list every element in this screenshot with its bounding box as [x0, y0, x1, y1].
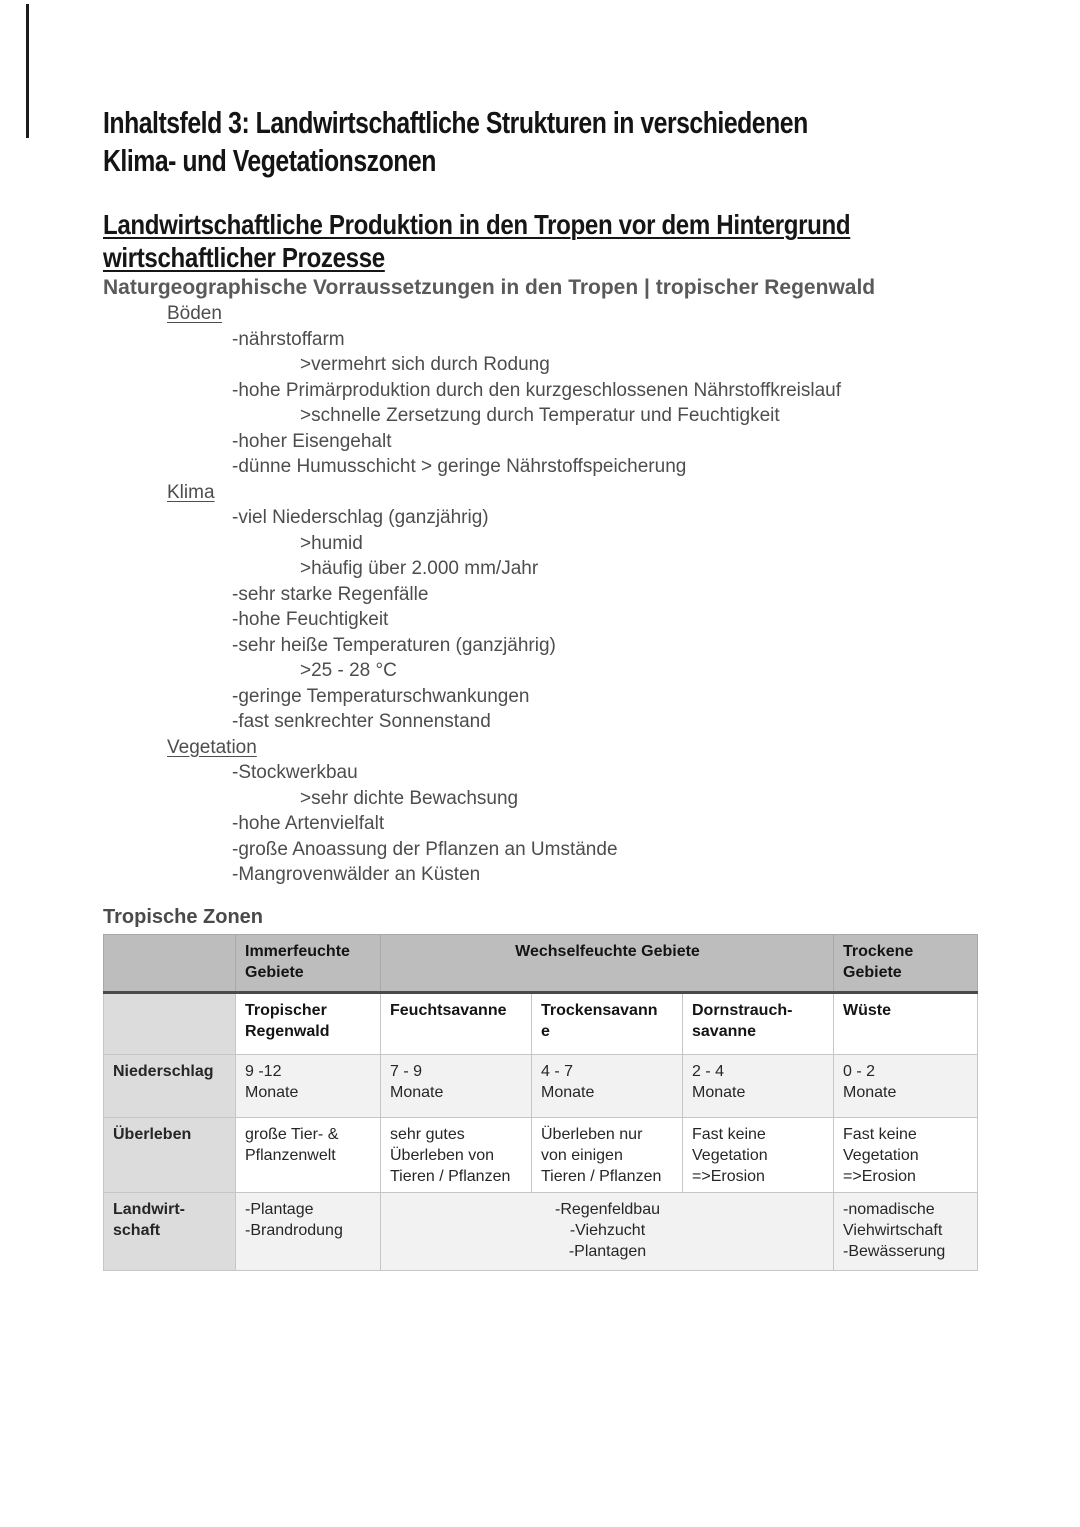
section-heading [103, 208, 856, 274]
section-subheading: Naturgeographische Vorraussetzungen in den Tropen | tropischer Regenwald [103, 276, 876, 299]
table-cell [834, 1054, 978, 1117]
outline-item: -viel Niederschlag (ganzjährig) [232, 507, 489, 528]
cell-line: 4 - 7 [541, 1062, 574, 1080]
cell-line: Überleben [113, 1125, 192, 1143]
table-header-cell [104, 934, 236, 992]
outline-item: -sehr heiße Temperaturen (ganzjährig) [232, 634, 556, 656]
cell-line: -nomadische [843, 1200, 935, 1218]
cell-line: -Bewässerung [843, 1242, 946, 1260]
cell-line: -Brandrodung [245, 1221, 343, 1239]
outline [103, 301, 979, 888]
outline-item: >25 - 28 °C [300, 660, 397, 681]
cell-line: Regenwald [245, 1022, 330, 1040]
outline-group-label-text: Klima [167, 481, 215, 503]
section-heading-line-2: wirtschaftlicher Prozesse [103, 242, 385, 273]
outline-item: -nährstoffarm [232, 328, 345, 350]
document-title-line-2: Klima- und Vegetationszonen [103, 143, 436, 178]
cell-line: Tropischer [245, 1001, 327, 1019]
cell-line: Monate [692, 1083, 746, 1101]
table-cell [834, 1117, 978, 1192]
cell-line: Pflanzenwelt [245, 1146, 336, 1164]
document-title-line-1: Inhaltsfeld 3: Landwirtschaftliche Strukturen in verschiedenen [103, 105, 808, 140]
table-cell [236, 1054, 381, 1117]
table-cell [236, 1192, 381, 1270]
cell-line: Landwirt- [113, 1200, 185, 1218]
outline-item: -hohe Feuchtigkeit [232, 609, 389, 630]
cell-line: Fast keine [692, 1125, 766, 1143]
cell-line: Trockensavann [541, 1001, 658, 1019]
outline-item: -hohe Primärproduktion durch den kurzgeschlossenen Nährstoffkreislauf [232, 379, 842, 401]
cell-line: Wüste [843, 1001, 892, 1019]
outline-group-label [167, 301, 979, 327]
table-cell [236, 1117, 381, 1192]
cell-line: 9 -12 [245, 1062, 282, 1080]
cell-line: große Tier- & [245, 1125, 339, 1143]
cell-line: schaft [113, 1221, 161, 1239]
cell-line: Monate [390, 1083, 444, 1101]
cell-line: 0 - 2 [843, 1062, 876, 1080]
table-header-row-zones [104, 934, 978, 992]
table-header-cell [381, 992, 532, 1054]
table-header-cell [834, 992, 978, 1054]
outline-item: -geringe Temperaturschwankungen [232, 685, 530, 707]
cell-line: Monate [245, 1083, 299, 1101]
cell-line: sehr gutes [390, 1125, 465, 1143]
cell-line: Feuchtsavanne [390, 1001, 507, 1019]
cell-line: -Viehzucht [569, 1221, 646, 1239]
table-cell [381, 1054, 532, 1117]
table-header-cell: Wechselfeuchte Gebiete [381, 934, 834, 992]
cell-line: e [541, 1022, 550, 1040]
table-header-cell [104, 992, 236, 1054]
table-header-row-landscapes [104, 992, 978, 1054]
outline-item: >schnelle Zersetzung durch Temperatur und Feuchtigkeit [300, 405, 780, 426]
outline-item: -Mangrovenwälder an Küsten [232, 864, 481, 885]
outline-item: -fast senkrechter Sonnenstand [232, 711, 491, 732]
scan-artifact-line [26, 4, 29, 138]
climate-zones-table [103, 934, 978, 1271]
cell-line: Tieren / Pflanzen [541, 1167, 662, 1185]
table-row [104, 1054, 978, 1117]
cell-line: Vegetation [692, 1146, 768, 1164]
cell-line: Monate [843, 1083, 897, 1101]
outline-item: -sehr starke Regenfälle [232, 583, 429, 605]
table-cell [683, 1117, 834, 1192]
table-cell [532, 1117, 683, 1192]
outline-item: >sehr dichte Bewachsung [300, 787, 519, 809]
cell-line: =>Erosion [843, 1167, 916, 1185]
table-row [104, 1117, 978, 1192]
outline-group-label-text: Böden [167, 303, 222, 324]
cell-line: 7 - 9 [390, 1062, 423, 1080]
cell-line: -Plantagen [568, 1242, 647, 1260]
table-cell [683, 1054, 834, 1117]
cell-line: -Regenfeldbau [555, 1200, 660, 1218]
table-cell [834, 1192, 978, 1270]
outline-group-label [167, 480, 979, 506]
table-row [104, 1192, 978, 1270]
outline-item: -dünne Humusschicht > geringe Nährstoffspeicherung [232, 456, 687, 477]
cell-line: Tieren / Pflanzen [390, 1167, 511, 1185]
cell-line: Monate [541, 1083, 595, 1101]
cell-line: Viehwirtschaft [843, 1221, 943, 1239]
row-label-cell [104, 1117, 236, 1192]
table-heading: Tropische Zonen [103, 905, 264, 928]
table-header-cell: Immerfeuchte Gebiete [236, 934, 381, 992]
document-title [103, 104, 808, 180]
cell-line: Vegetation [843, 1146, 919, 1164]
cell-line: =>Erosion [692, 1167, 765, 1185]
cell-line: Überleben von [390, 1146, 495, 1164]
outline-item: >vermehrt sich durch Rodung [300, 354, 550, 375]
table-header-cell: Trockene Gebiete [834, 934, 978, 992]
outline-group-label [167, 735, 979, 761]
outline-item: -hoher Eisengehalt [232, 430, 392, 452]
cell-line: 2 - 4 [692, 1062, 725, 1080]
document-content [103, 104, 979, 1271]
outline-group-label-text: Vegetation [167, 736, 257, 758]
cell-line: von einigen [541, 1146, 623, 1164]
section-heading-line-1: Landwirtschaftliche Produktion in den Tropen vor dem Hintergrund [103, 209, 851, 240]
cell-line: Überleben nur [541, 1125, 643, 1143]
outline-item: -hohe Artenvielfalt [232, 813, 385, 834]
table-header-cell [236, 992, 381, 1054]
cell-line: Dornstrauch- [692, 1001, 793, 1019]
table-cell [381, 1192, 834, 1270]
cell-line: savanne [692, 1022, 757, 1040]
cell-line: Niederschlag [113, 1062, 214, 1080]
cell-line: -Plantage [245, 1200, 314, 1218]
outline-item: -große Anoassung der Pflanzen an Umstände [232, 838, 618, 860]
row-label-cell [104, 1192, 236, 1270]
outline-item: -Stockwerkbau [232, 762, 358, 783]
cell-line: Fast keine [843, 1125, 917, 1143]
row-label-cell [104, 1054, 236, 1117]
table-cell [381, 1117, 532, 1192]
outline-item: >häufig über 2.000 mm/Jahr [300, 558, 539, 579]
table-cell [532, 1054, 683, 1117]
outline-item: >humid [300, 532, 363, 554]
table-header-cell [532, 992, 683, 1054]
table-header-cell [683, 992, 834, 1054]
